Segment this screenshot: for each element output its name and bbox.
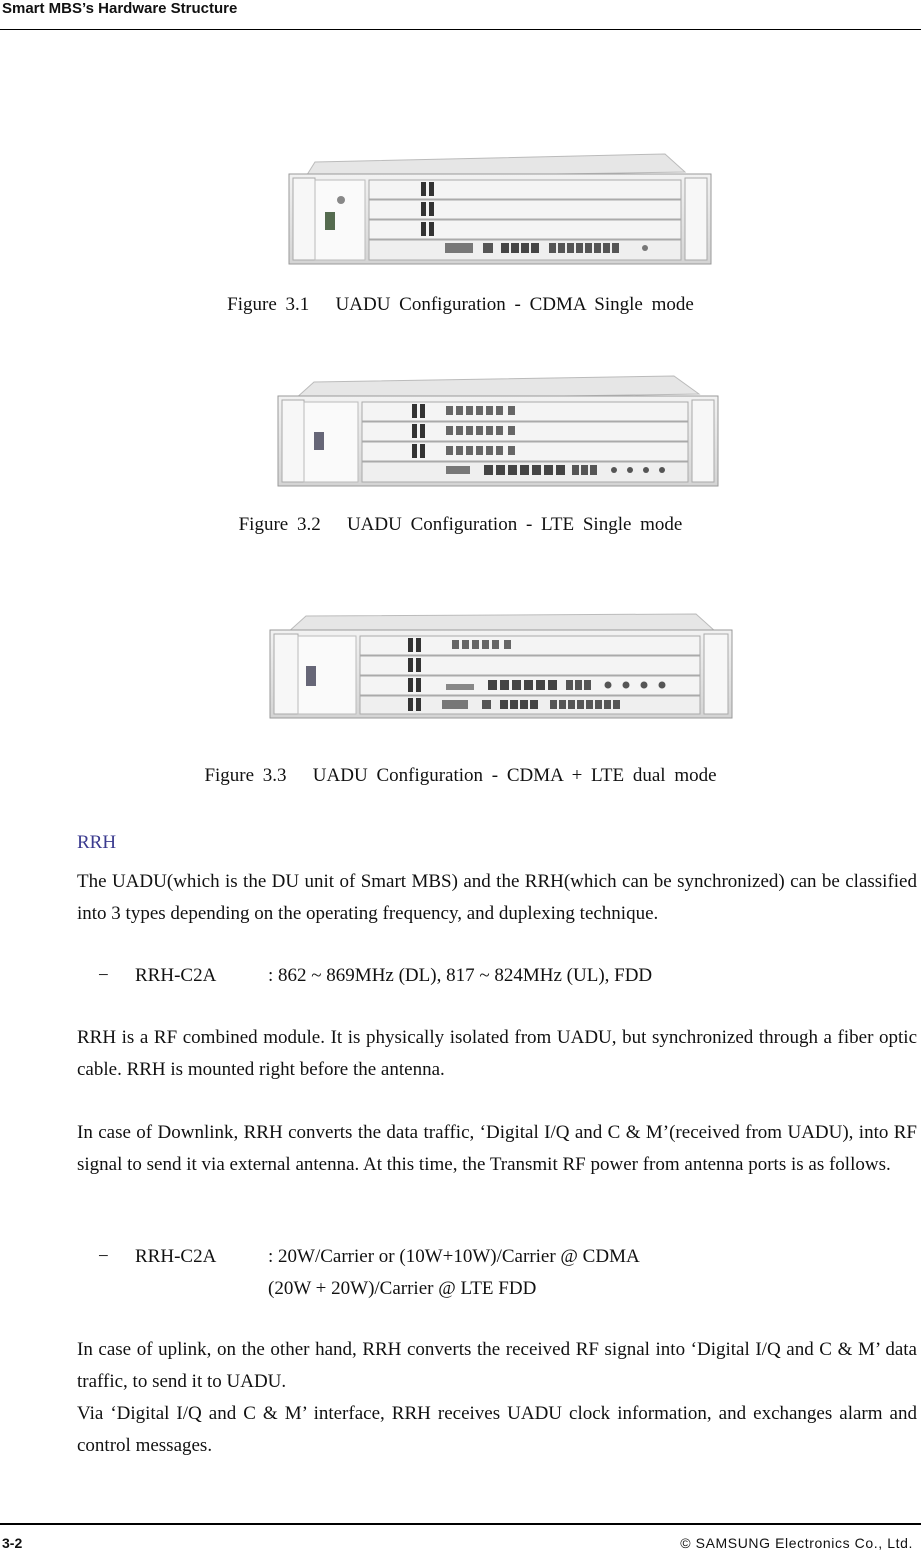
figure-caption: Figure 3.2 UADU Configuration - LTE Single mode xyxy=(238,514,683,535)
figure-caption: Figure 3.1 UADU Configuration - CDMA Single mode xyxy=(227,294,694,315)
rrh-description-paragraph: RRH is a RF combined module. It is physically isolated from UADU, but synchronized through a fiber optic cable. RRH is mounted right before the antenna. xyxy=(77,1027,917,1080)
uadu-lte-image xyxy=(274,372,722,490)
figure-caption: Figure 3.3 UADU Configuration - CDMA + LTE dual mode xyxy=(204,765,717,786)
interface-paragraph: Via ‘Digital I/Q and C & M’ interface, RRH receives UADU clock information, and exchanges alarm and control messages. xyxy=(77,1403,917,1456)
copyright: © SAMSUNG Electronics Co., Ltd. xyxy=(680,1535,913,1551)
running-header: Smart MBS’s Hardware Structure xyxy=(2,0,238,17)
bullet-model-name: RRH-C2A xyxy=(135,1246,217,1267)
uplink-paragraph: In case of uplink, on the other hand, RRH converts the received RF signal into ‘Digital I/Q and C & M’ data traffic, to send it to UADU. xyxy=(77,1339,917,1392)
bullet-dash: − xyxy=(98,1246,109,1267)
bullet-frequency-value: : 862 ~ 869MHz (DL), 817 ~ 824MHz (UL), FDD xyxy=(268,965,653,986)
downlink-paragraph: In case of Downlink, RRH converts the data traffic, ‘Digital I/Q and C & M’(received from UADU), into RF signal to send it via external antenna. At this time, the Transmit RF power from antenna ports is as follows. xyxy=(77,1122,917,1175)
bullet-power-value-lte: (20W + 20W)/Carrier @ LTE FDD xyxy=(268,1278,537,1299)
uadu-dual-image xyxy=(266,610,736,722)
footer-divider xyxy=(0,1523,921,1525)
uadu-cdma-image xyxy=(285,150,715,268)
bullet-dash: − xyxy=(98,965,109,986)
intro-paragraph: The UADU(which is the DU unit of Smart MBS) and the RRH(which can be synchronized) can be classified into 3 types depending on the operating frequency, and duplexing technique. xyxy=(77,871,917,924)
header-divider xyxy=(0,29,921,30)
bullet-model-name: RRH-C2A xyxy=(135,965,217,986)
bullet-power-value-cdma: : 20W/Carrier or (10W+10W)/Carrier @ CDMA xyxy=(268,1246,640,1267)
section-heading: RRH xyxy=(77,832,117,853)
page-number: 3-2 xyxy=(2,1535,23,1551)
